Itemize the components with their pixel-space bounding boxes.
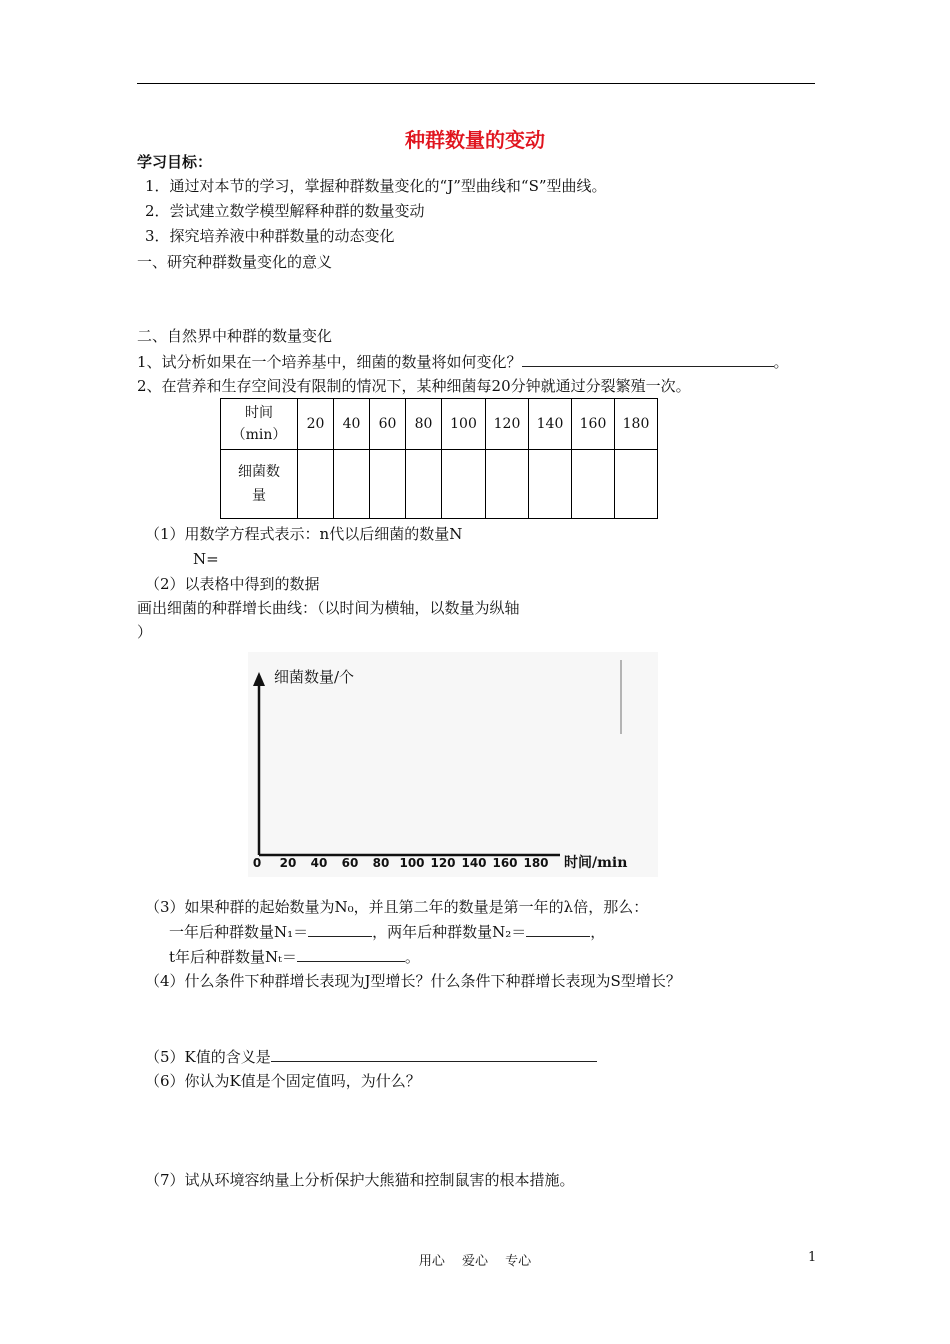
part-2-instruction-end: ） <box>137 623 153 641</box>
page-footer: 用心 爱心 专心 <box>418 1254 532 1269</box>
x-tick-label: 40 <box>310 856 328 870</box>
objective-3: 3．探究培养液中种群数量的动态变化 <box>145 227 395 245</box>
n2-label: ，两年后种群数量N₂＝ <box>372 923 527 941</box>
part-1-equation: N= <box>193 550 219 568</box>
k-value-blank[interactable] <box>271 1046 597 1062</box>
question-1 <box>137 351 789 372</box>
part-7-text: （7）试从环境容纳量上分析保护大熊猫和控制鼠害的根本措施。 <box>145 1171 575 1189</box>
time-cell: 60 <box>370 399 406 450</box>
x-tick-label: 120 <box>430 856 456 870</box>
count-answer-cell[interactable] <box>442 450 486 519</box>
time-cell: 80 <box>406 399 442 450</box>
time-label: 时间 <box>245 405 273 421</box>
x-tick-label: 20 <box>279 856 297 870</box>
x-tick-label: 80 <box>372 856 390 870</box>
bacteria-table <box>220 398 658 519</box>
part-2-text: （2）以表格中得到的数据 <box>145 575 320 593</box>
count-answer-cell[interactable] <box>370 450 406 519</box>
n1-blank[interactable] <box>308 921 372 937</box>
part-4-text: （4）什么条件下种群增长表现为J型增长？什么条件下种群增长表现为S型增长？ <box>145 972 681 990</box>
growth-curve-axes <box>248 652 658 877</box>
count-answer-cell[interactable] <box>529 450 572 519</box>
section-1-heading: 一、研究种群数量变化的意义 <box>137 253 333 271</box>
nt-blank[interactable] <box>297 946 405 962</box>
time-cell: 40 <box>334 399 370 450</box>
n1-label: 一年后种群数量N₁＝ <box>169 923 309 941</box>
n2-blank[interactable] <box>526 921 590 937</box>
part-3-line-2-end: 。 <box>404 948 420 966</box>
count-answer-cell[interactable] <box>615 450 658 519</box>
table-row <box>221 450 658 519</box>
count-label-cell <box>221 450 298 519</box>
y-axis-label: 细菌数量/个 <box>274 668 355 686</box>
x-tick-label: 0 <box>252 856 262 870</box>
objectives-heading: 学习目标： <box>137 153 213 171</box>
nt-label: t年后种群数量Nₜ＝ <box>169 948 297 966</box>
part-3-line-2 <box>169 946 420 967</box>
count-label-line-2: 量 <box>252 488 266 504</box>
page-title: 种群数量的变动 <box>405 128 545 152</box>
time-cell: 20 <box>298 399 334 450</box>
count-answer-cell[interactable] <box>406 450 442 519</box>
time-cell: 140 <box>529 399 572 450</box>
count-answer-cell[interactable] <box>486 450 529 519</box>
answer-blank-q1[interactable] <box>522 351 774 367</box>
x-tick-label: 160 <box>492 856 518 870</box>
x-tick-label: 140 <box>461 856 487 870</box>
count-label-line-1: 细菌数 <box>238 464 280 480</box>
time-unit: （min） <box>231 427 287 443</box>
part-6-text: （6）你认为K值是个固定值吗，为什么？ <box>145 1072 421 1090</box>
objective-1: 1．通过对本节的学习，掌握种群数量变化的“J”型曲线和“S”型曲线。 <box>145 177 607 195</box>
time-cell: 180 <box>615 399 658 450</box>
section-2-heading: 二、自然界中种群的数量变化 <box>137 327 333 345</box>
question-1-end: 。 <box>773 353 789 371</box>
count-answer-cell[interactable] <box>572 450 615 519</box>
question-2: 2、在营养和生存空间没有限制的情况下，某种细菌每20分钟就通过分裂繁殖一次。 <box>137 377 691 395</box>
page-number: 1 <box>808 1250 817 1265</box>
time-cell: 100 <box>442 399 486 450</box>
table-row <box>221 399 658 450</box>
part-3-line-1 <box>169 921 605 942</box>
part-5-text: （5）K值的含义是 <box>145 1048 271 1066</box>
part-3-text: （3）如果种群的起始数量为N₀，并且第二年的数量是第一年的λ倍，那么： <box>145 898 649 916</box>
part-3-line-1-end: ， <box>590 923 606 941</box>
x-axis-label: 时间/min <box>564 855 628 871</box>
header-rule <box>137 83 815 84</box>
x-tick-label: 180 <box>523 856 549 870</box>
question-1-text: 1、试分析如果在一个培养基中，细菌的数量将如何变化？ <box>137 353 522 371</box>
x-tick-label: 100 <box>399 856 425 870</box>
objective-2: 2．尝试建立数学模型解释种群的数量变动 <box>145 202 425 220</box>
time-cell: 120 <box>486 399 529 450</box>
part-5-line <box>145 1046 597 1067</box>
count-answer-cell[interactable] <box>298 450 334 519</box>
part-2-instruction: 画出细菌的种群增长曲线：（以时间为横轴，以数量为纵轴 <box>137 599 520 617</box>
time-label-cell <box>221 399 298 450</box>
time-cell: 160 <box>572 399 615 450</box>
part-1-text: （1）用数学方程式表示：n代以后细菌的数量N <box>145 525 463 543</box>
x-tick-label: 60 <box>341 856 359 870</box>
count-answer-cell[interactable] <box>334 450 370 519</box>
